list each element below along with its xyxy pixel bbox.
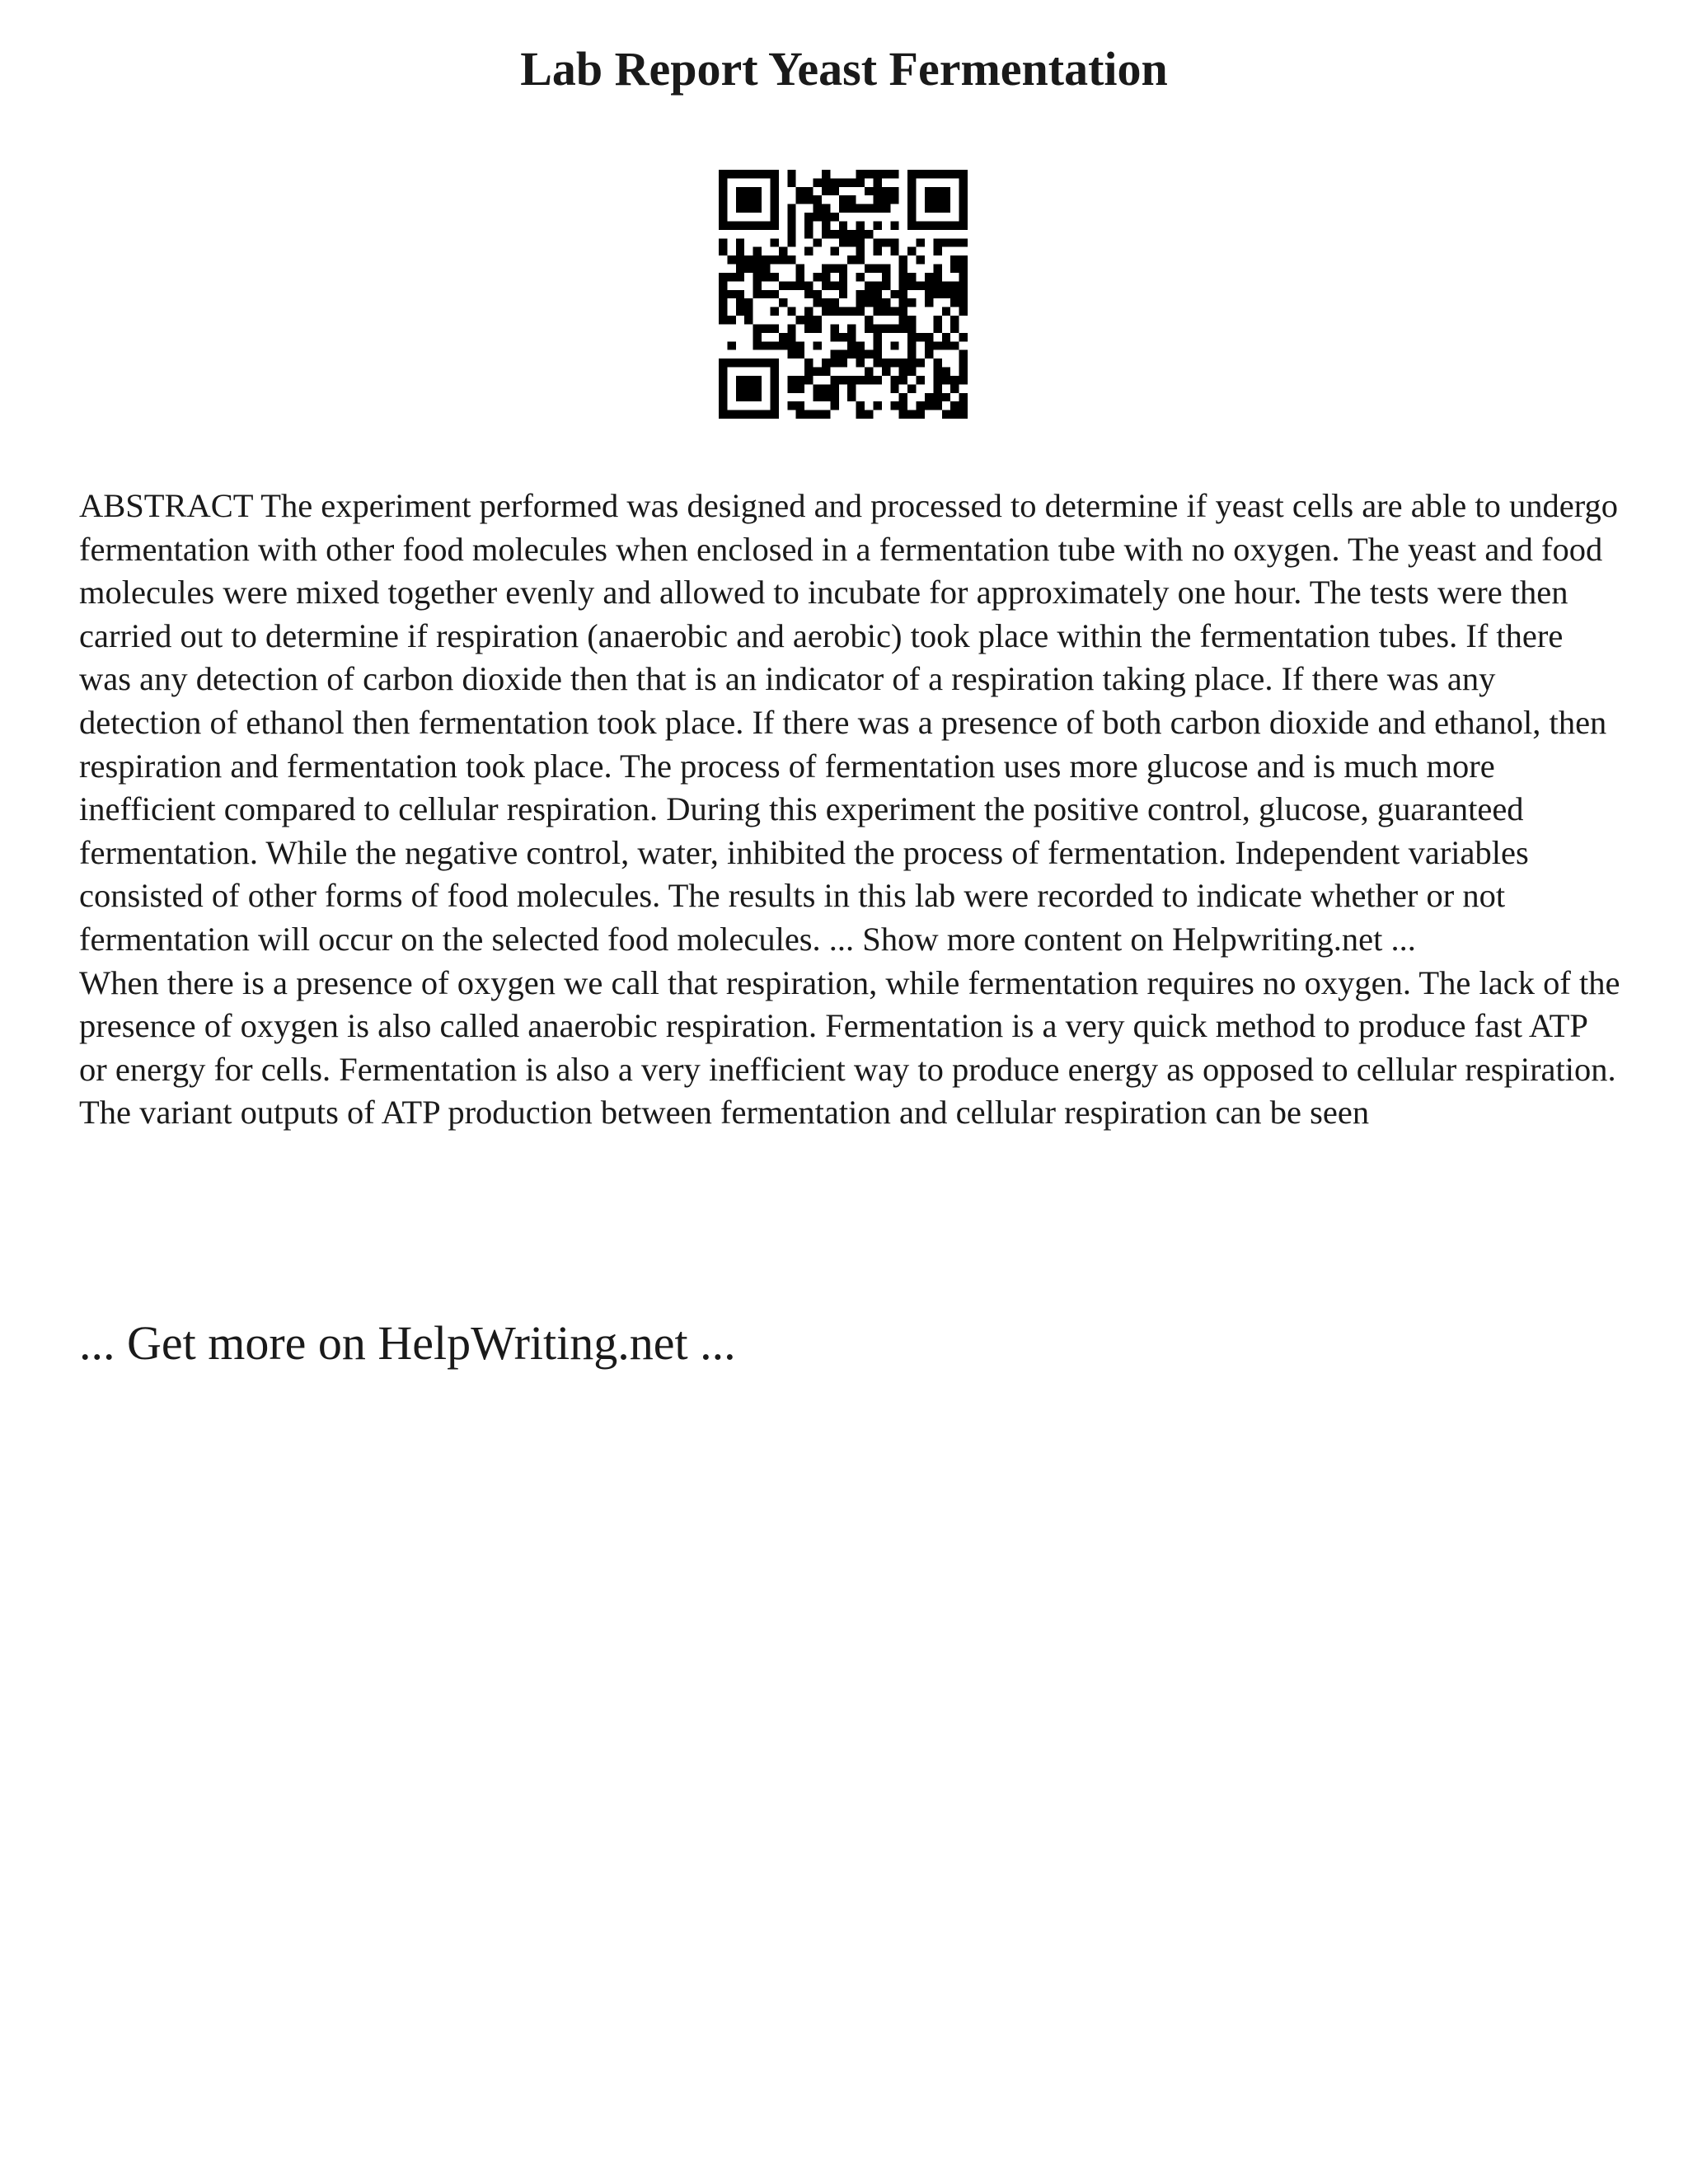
document-body [79, 485, 1620, 1135]
get-more-link[interactable]: ... Get more on HelpWriting.net ... [79, 1316, 736, 1370]
page-title: Lab Report Yeast Fermentation [520, 42, 1168, 96]
abstract-paragraph: ABSTRACT The experiment performed was designed and processed to determine if yeast cells are able to undergo fermentation with other food molecules when enclosed in a fermentation tube with no oxygen. The yeast and food molecules were mixed together evenly and allowed to incubate for approximately one hour. The tests were then carried out to determine if respiration (anaerobic and aerobic) took place within the fermentation tubes. If there was any detection of carbon dioxide then that is an indicator of a respiration taking place. If there was any detection of ethanol then fermentation took place. If there was a presence of both carbon dioxide and ethanol, then respiration and fermentation took place. The process of fermentation uses more glucose and is much more inefficient compared to cellular respiration. During this experiment the positive control, glucose, guaranteed fermentation. While the negative control, water, inhibited the process of fermentation. Independent variables consisted of other forms of food molecules. The results in this lab were recorded to indicate whether or not fermentation will occur on the selected food molecules. ... Show more content on Helpwriting.net ... [79, 487, 1618, 958]
body-paragraph: When there is a presence of oxygen we call that respiration, while fermentation requires no oxygen. The lack of the presence of oxygen is also called anaerobic respiration. Fermentation is a very quick method to produce fast ATP or energy for cells. Fermentation is also a very inefficient way to produce energy as opposed to cellular respiration. The variant outputs of ATP production between fermentation and cellular respiration can be seen [79, 963, 1620, 1132]
qr-code-icon[interactable] [719, 170, 968, 419]
